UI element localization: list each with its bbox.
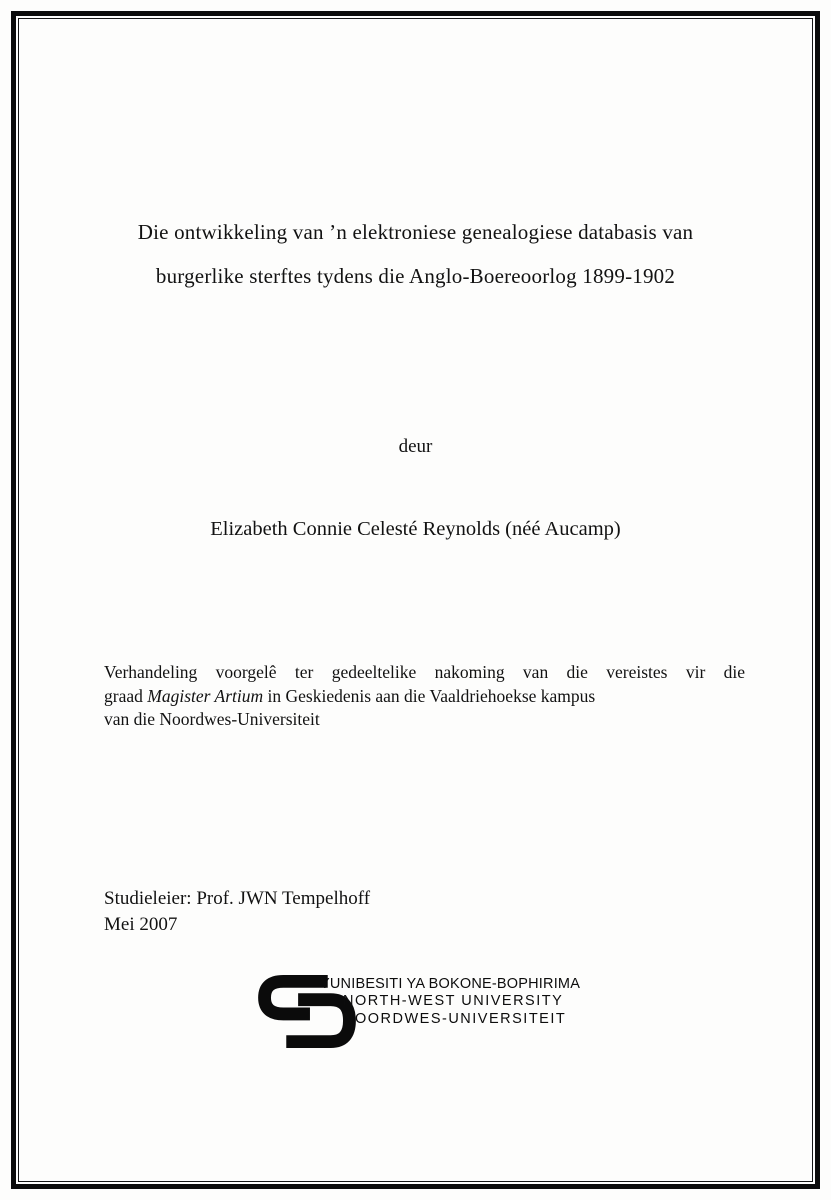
degree-statement-line-2-pre: graad [104,685,148,706]
supervisor-line: Studieleier: Prof. JWN Tempelhoff [104,888,371,909]
nwu-logo-text [320,976,580,1028]
nwu-logo-line-english: NORTH-WEST UNIVERSITY [343,993,564,1010]
date-line: Mei 2007 [104,913,178,935]
author-name: Elizabeth Connie Celesté Reynolds (néé Aucamp) [210,518,621,540]
nwu-logo-line-setswana: YUNIBESITI YA BOKONE-BOPHIRIMA [320,976,581,992]
thesis-title-line-2: burgerlike sterftes tydens die Anglo-Boereoorlog 1899-1902 [155,264,676,288]
nwu-logo-line-afrikaans: NOORDWES-UNIVERSITEIT [343,1010,567,1027]
degree-statement-line-2 [104,685,745,709]
thesis-title-line-1: Die ontwikkeling van ’n elektroniese genealogiese databasis van [137,220,694,244]
degree-statement-line-3: van die Noordwes-Universiteit [104,709,320,730]
nwu-logo [257,970,592,1052]
degree-statement [104,661,745,732]
degree-name-italic: Magister Artium [147,685,264,706]
degree-statement-line-1: Verhandeling voorgelê ter gedeeltelike nakoming van die vereistes vir die [104,662,745,682]
degree-statement-line-2-post: in Geskiedenis aan die Vaaldriehoekse kampus [263,685,596,706]
byline-deur: deur [398,436,433,457]
thesis-title [60,210,771,298]
supervisor-block [104,886,370,937]
